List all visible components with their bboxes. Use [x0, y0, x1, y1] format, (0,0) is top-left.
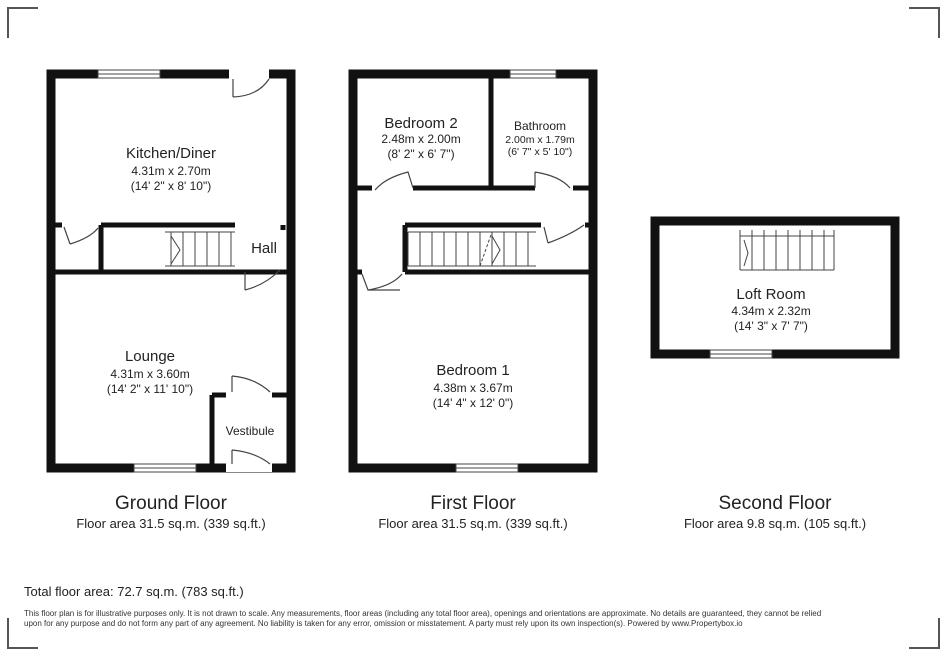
vestibule-label: Vestibule: [225, 424, 275, 438]
bathroom-dim-metric: 2.00m x 1.79m: [505, 134, 575, 146]
ground-floor-title: Ground Floor: [115, 493, 227, 514]
bathroom-label: Bathroom: [513, 119, 567, 133]
first-floor-plan: [353, 70, 593, 472]
kitchen-diner-label: Kitchen/Diner: [125, 145, 217, 162]
lounge-label: Lounge: [124, 348, 176, 365]
lounge-dim-metric: 4.31m x 3.60m: [110, 367, 190, 381]
loft-room-dim-metric: 4.34m x 2.32m: [731, 304, 811, 318]
lounge-dim-imperial: (14' 2" x 11' 10"): [106, 382, 194, 396]
second-floor-area: Floor area 9.8 sq.m. (105 sq.ft.): [683, 516, 867, 531]
loft-room-label: Loft Room: [736, 286, 806, 303]
bedroom-1-label: Bedroom 1: [436, 362, 510, 379]
kitchen-diner-dim-imperial: (14' 2" x 8' 10"): [130, 179, 212, 193]
hall-label: Hall: [251, 240, 277, 257]
second-floor-title: Second Floor: [718, 493, 832, 514]
second-stairs: [740, 230, 834, 270]
bedroom-2-dim-imperial: (8' 2" x 6' 7"): [387, 147, 455, 161]
bedroom-2-dim-metric: 2.48m x 2.00m: [381, 132, 461, 146]
total-floor-area: Total floor area: 72.7 sq.m. (783 sq.ft.): [24, 584, 244, 599]
bathroom-dim-imperial: (6' 7" x 5' 10"): [507, 146, 573, 158]
ground-floor-plan: [51, 69, 291, 472]
first-partitions: [357, 78, 589, 272]
first-floor-title: First Floor: [430, 493, 516, 514]
second-floor-plan: [655, 221, 895, 358]
bedroom-1-dim-metric: 4.38m x 3.67m: [433, 381, 513, 395]
bedroom-1-dim-imperial: (14' 4" x 12' 0"): [432, 396, 514, 410]
ground-floor-area: Floor area 31.5 sq.m. (339 sq.ft.): [76, 516, 266, 531]
kitchen-diner-dim-metric: 4.31m x 2.70m: [131, 164, 211, 178]
first-stairs: [408, 232, 536, 266]
loft-room-dim-imperial: (14' 3" x 7' 7"): [734, 319, 808, 333]
first-floor-area: Floor area 31.5 sq.m. (339 sq.ft.): [378, 516, 568, 531]
bedroom-2-label: Bedroom 2: [384, 115, 458, 132]
ground-stairs: [165, 232, 235, 266]
disclaimer-text: This floor plan is for illustrative purposes only. It is not drawn to scale. Any measurements, floor areas (including any total floor area), openings and orientations are approximate. No details are guaranteed, they cannot be relied upon for any purpose and do not form any part of any agreement. No liability is taken for any error, omission or misstatement. A party must rely upon its own inspection(s). Powered by www.Propertybox.io: [24, 609, 822, 628]
second-windows: [710, 350, 772, 358]
